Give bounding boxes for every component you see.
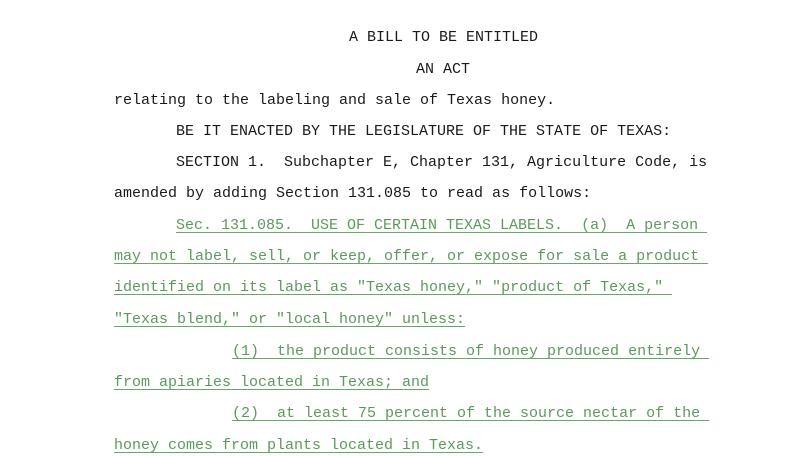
amendment-line: Sec. 131.085. USE OF CERTAIN TEXAS LABELS. (a) A person [176, 217, 708, 234]
bill-caption: relating to the labeling and sale of Texas honey. [114, 92, 556, 109]
amendment-line: from apiaries located in Texas; and [114, 374, 430, 391]
amendment-line: identified on its label as "Texas honey," "product of Texas," [114, 279, 673, 296]
bill-heading: A BILL TO BE ENTITLED [349, 29, 539, 46]
section-1-text: SECTION 1. Subchapter E, Chapter 131, Agriculture Code, is [176, 154, 708, 171]
amendment-line: may not label, sell, or keep, offer, or expose for sale a product [114, 248, 709, 265]
amendment-line: (2) at least 75 percent of the source nectar of the [232, 405, 710, 422]
amendment-line: (1) the product consists of honey produced entirely [232, 343, 710, 360]
amendment-line: "Texas blend," or "local honey" unless: [114, 311, 466, 328]
section-1-text-continued: amended by adding Section 131.085 to read as follows: [114, 185, 592, 202]
enacting-clause: BE IT ENACTED BY THE LEGISLATURE OF THE STATE OF TEXAS: [176, 123, 672, 140]
amendment-line: honey comes from plants located in Texas. [114, 437, 484, 454]
act-heading: AN ACT [416, 61, 471, 78]
